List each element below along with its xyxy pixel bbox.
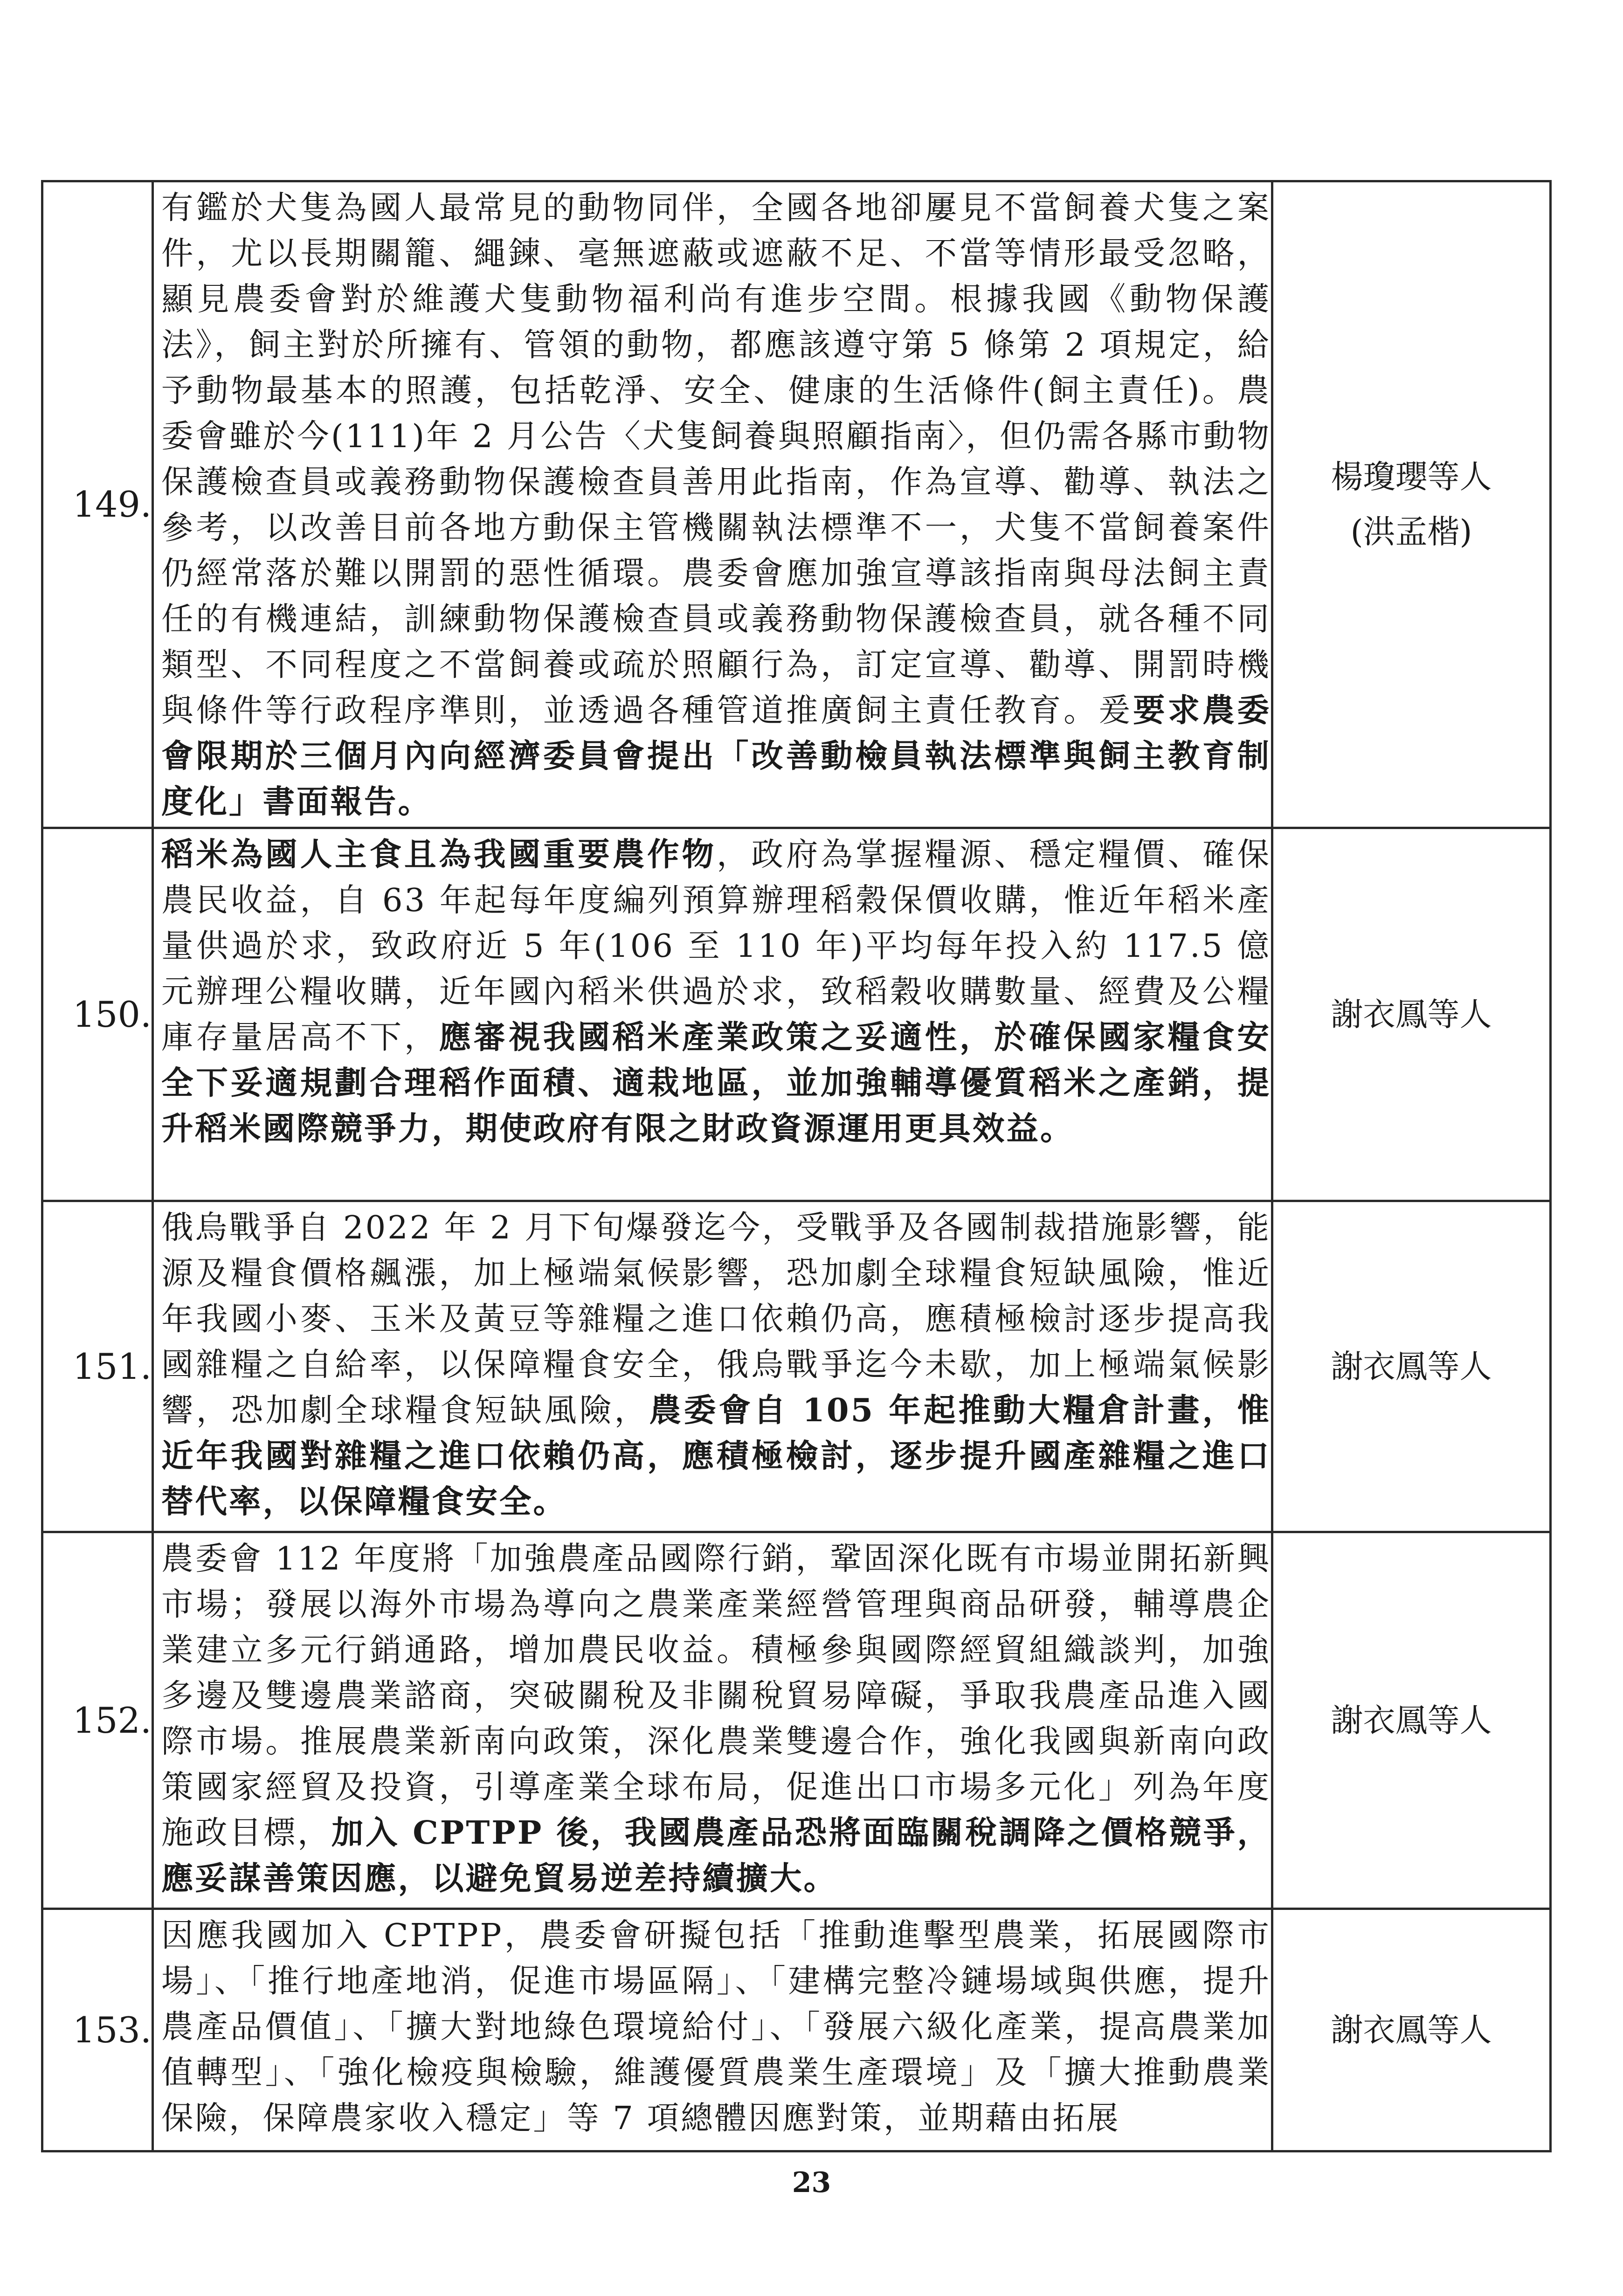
table-row (42, 181, 1551, 828)
row-content (153, 1909, 1272, 2151)
row-number: 150. (42, 828, 153, 1201)
bold-text: 要求農委會限期於三個月內向經濟委員會提出「改善動檢員執法標準與飼主教育制度化」書面報告。 (161, 692, 1271, 821)
proposer-cell (1272, 1909, 1551, 2151)
proposer-name: 謝衣鳳等人 (1331, 1348, 1492, 1385)
row-number: 153. (42, 1909, 153, 2151)
proposer-cell (1272, 1532, 1551, 1909)
row-content (153, 828, 1272, 1201)
body-text: 農委會 112 年度將「加強農產品國際行銷，鞏固深化既有市場並開拓新興市場；發展以海外市場為導向之農業產業經營管理與商品研發，輔導農企業建立多元行銷通路，增加農民收益。積極參與國際經貿組織談判，加強多邊及雙邊農業諮商，突破關稅及非關稅貿易障礙，爭取我農產品進入國際市場。推展農業新南向政策，深化農業雙邊合作，強化我國與新南向政策國家經貿及投資，引導產業全球布局，促進出口市場多元化」列為年度施政目標， (161, 1540, 1271, 1852)
resolution-text (154, 1533, 1271, 1903)
row-content (153, 181, 1272, 828)
proposer-cell (1272, 1201, 1551, 1532)
body-text: 因應我國加入 CPTPP，農委會研擬包括「推動進擊型農業，拓展國際市場」、「推行地產地消，促進市場區隔」、「建構完整冷鏈場域與供應，提升農產品價值」、「擴大對地綠色環境給付」、「發展六級化產業，提高農業加值轉型」、「強化檢疫與檢驗，維護優質農業生產環境」及「擴大推動農業保險，保障農家收入穩定」等 7 項總體因應對策，並期藉由拓展 (161, 1917, 1271, 2137)
bold-lead-text: 稻米為國人主食且為我國重要農作物 (161, 836, 717, 873)
table-row (42, 1909, 1551, 2151)
resolution-text (154, 1910, 1271, 2143)
row-number: 151. (42, 1201, 153, 1532)
proposer-cell (1272, 181, 1551, 828)
table-row (42, 828, 1551, 1201)
resolution-text (154, 829, 1271, 1154)
body-text: 有鑑於犬隻為國人最常見的動物同伴，全國各地卻屢見不當飼養犬隻之案件，尤以長期關籠、繩鍊、毫無遮蔽或遮蔽不足、不當等情形最受忽略，顯見農委會對於維護犬隻動物福利尚有進步空間。根據我國《動物保護法》，飼主對於所擁有、管領的動物，都應該遵守第 5 條第 2 項規定，給予動物最基本的照護，包括乾淨、安全、健康的生活條件(飼主責任)。農委會雖於今(111)年 2 月公告〈犬隻飼養與照顧指南〉，但仍需各縣市動物保護檢查員或義務動物保護檢查員善用此指南，作為宣導、勸導、執法之參考，以改善目前各地方動保主管機關執法標準不一，犬隻不當飼養案件仍經常落於難以開罰的惡性循環。農委會應加強宣導該指南與母法飼主責任的有機連結，訓練動物保護檢查員或義務動物保護檢查員，就各種不同類型、不同程度之不當飼養或疏於照顧行為，訂定宣導、勸導、開罰時機與條件等行政程序準則，並透過各種管道推廣飼主責任教育。爰 (161, 189, 1271, 729)
resolution-text (154, 1202, 1271, 1527)
resolution-text (154, 182, 1271, 827)
page-number: 23 (792, 2166, 831, 2199)
bold-text: 應審視我國稻米產業政策之妥適性，於確保國家糧食安全下妥適規劃合理稻作面積、適栽地區，並加強輔導優質稻米之產銷，提升稻米國際競爭力，期使政府有限之財政資源運用更具效益。 (161, 1019, 1271, 1148)
proposer-name: 楊瓊瓔等人 (1331, 458, 1492, 496)
row-content (153, 1532, 1272, 1909)
row-content (153, 1201, 1272, 1532)
table-row (42, 1532, 1551, 1909)
proposer-name: 謝衣鳳等人 (1331, 996, 1492, 1033)
proposer-name: 謝衣鳳等人 (1331, 2011, 1492, 2049)
proposer-name: 謝衣鳳等人 (1331, 1701, 1492, 1739)
row-number: 149. (42, 181, 153, 828)
body-text: ，政府為掌握糧源、穩定糧價、確保農民收益，自 63 年起每年度編列預算辦理稻穀保價收購，惟近年稻米產量供過於求，致政府近 5 年(106 至 110 年)平均每年投入約 117.5 億元辦理公糧收購，近年國內稻米供過於求，致稻穀收購數量、經費及公糧庫存量居高不下， (161, 836, 1271, 1056)
table-row (42, 1201, 1551, 1532)
bold-text: 加入 CPTPP 後，我國農產品恐將面臨關稅調降之價格競爭，應妥謀善策因應，以避免貿易逆差持續擴大。 (161, 1814, 1271, 1897)
proposer-note: (洪孟楷) (1350, 513, 1472, 551)
row-number: 152. (42, 1532, 153, 1909)
body-text: 俄烏戰爭自 2022 年 2 月下旬爆發迄今，受戰爭及各國制裁措施影響，能源及糧食價格飆漲，加上極端氣候影響，恐加劇全球糧食短缺風險，惟近年我國小麥、玉米及黃豆等雜糧之進口依賴仍高，應積極檢討逐步提高我國雜糧之自給率，以保障糧食安全，俄烏戰爭迄今未歇，加上極端氣候影響，恐加劇全球糧食短缺風險， (161, 1209, 1271, 1429)
proposer-cell (1272, 828, 1551, 1201)
bold-text: 農委會自 105 年起推動大糧倉計畫，惟近年我國對雜糧之進口依賴仍高，應積極檢討，逐步提升國產雜糧之進口替代率，以保障糧食安全。 (161, 1392, 1271, 1521)
resolution-table (41, 180, 1552, 2152)
